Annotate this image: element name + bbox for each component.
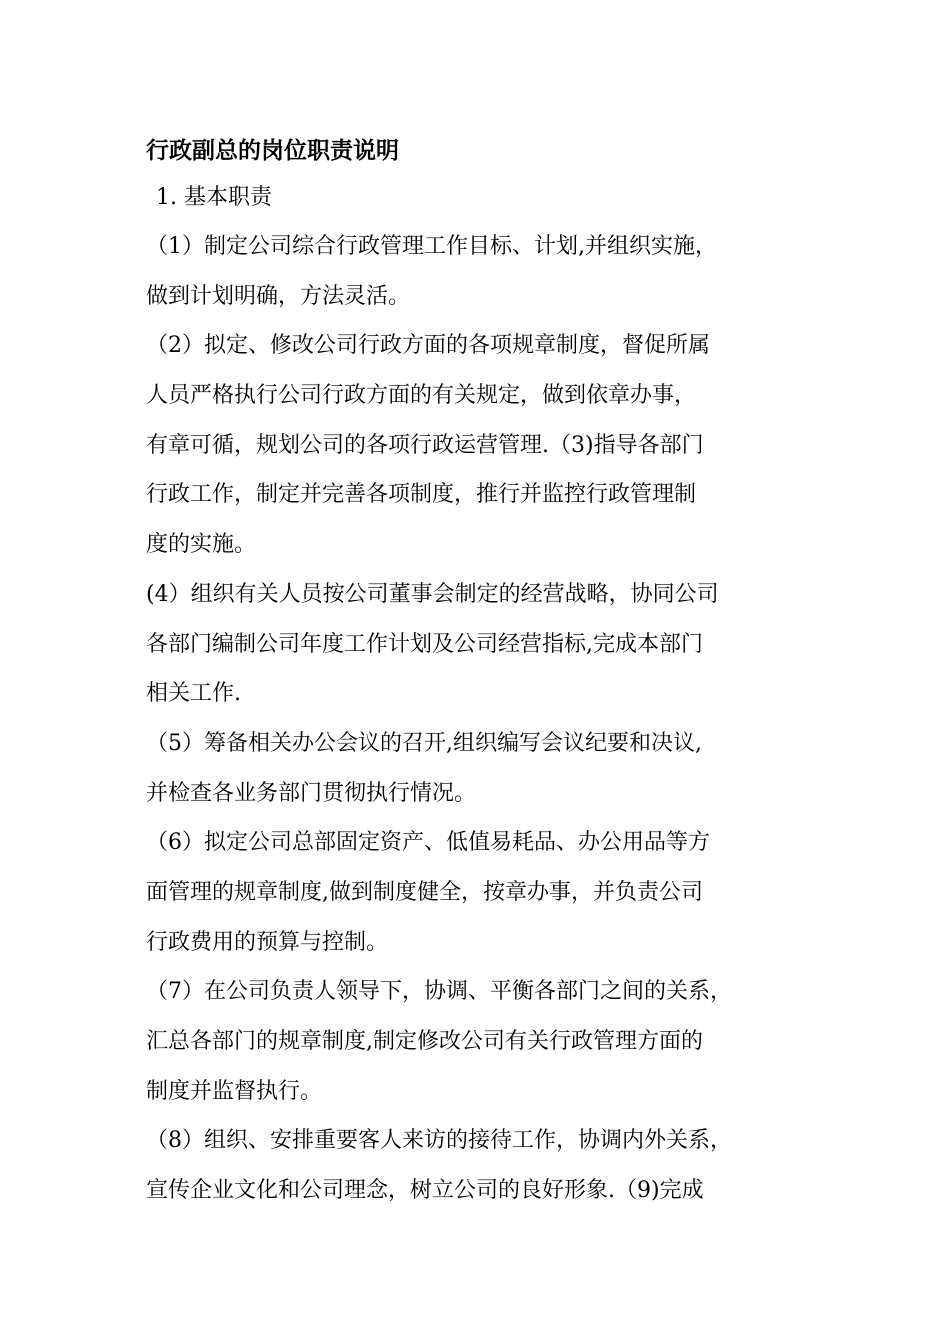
text-line: （8）组织、安排重要客人来访的接待工作，协调内外关系， xyxy=(146,1128,732,1154)
text-line: 度的实施。 xyxy=(146,532,257,558)
text-line: （5）筹备相关办公会议的召开,组织编写会议纪要和决议, xyxy=(146,730,702,756)
text-line: 有章可循，规划公司的各项行政运营管理.（3)指导各部门 xyxy=(146,432,704,458)
text-line: (4）组织有关人员按公司董事会制定的经营战略，协同公司 xyxy=(146,581,719,607)
text-line: （2）拟定、修改公司行政方面的各项规章制度，督促所属 xyxy=(146,333,710,359)
text-line: 人员严格执行公司行政方面的有关规定，做到依章办事， xyxy=(146,383,697,409)
text-line: 汇总各部门的规章制度,制定修改公司有关行政管理方面的 xyxy=(146,1029,703,1054)
text-line: （7）在公司负责人领导下，协调、平衡各部门之间的关系， xyxy=(146,979,732,1005)
document-body xyxy=(146,128,816,1216)
text-line: 行政费用的预算与控制。 xyxy=(146,929,389,955)
text-line: 宣传企业文化和公司理念，树立公司的良好形象.（9)完成 xyxy=(146,1178,704,1204)
text-line: 各部门编制公司年度工作计划及公司经营指标,完成本部门 xyxy=(146,631,703,657)
text-line: （1）制定公司综合行政管理工作目标、计划,并组织实施， xyxy=(146,234,717,259)
text-line: 相关工作. xyxy=(146,681,241,707)
text-line: 行政工作，制定并完善各项制度，推行并监控行政管理制 xyxy=(146,482,697,508)
document-title: 行政副总的岗位职责说明 xyxy=(146,138,399,164)
section-heading: 1. 基本职责 xyxy=(156,185,272,210)
text-line: 制度并监督执行。 xyxy=(146,1078,323,1104)
text-line: 面管理的规章制度,做到制度健全，按章办事，并负责公司 xyxy=(146,879,703,905)
text-line: 做到计划明确，方法灵活。 xyxy=(146,283,411,309)
text-line: 并检查各业务部门贯彻执行情况。 xyxy=(146,780,477,806)
text-line: （6）拟定公司总部固定资产、低值易耗品、办公用品等方 xyxy=(146,830,710,856)
